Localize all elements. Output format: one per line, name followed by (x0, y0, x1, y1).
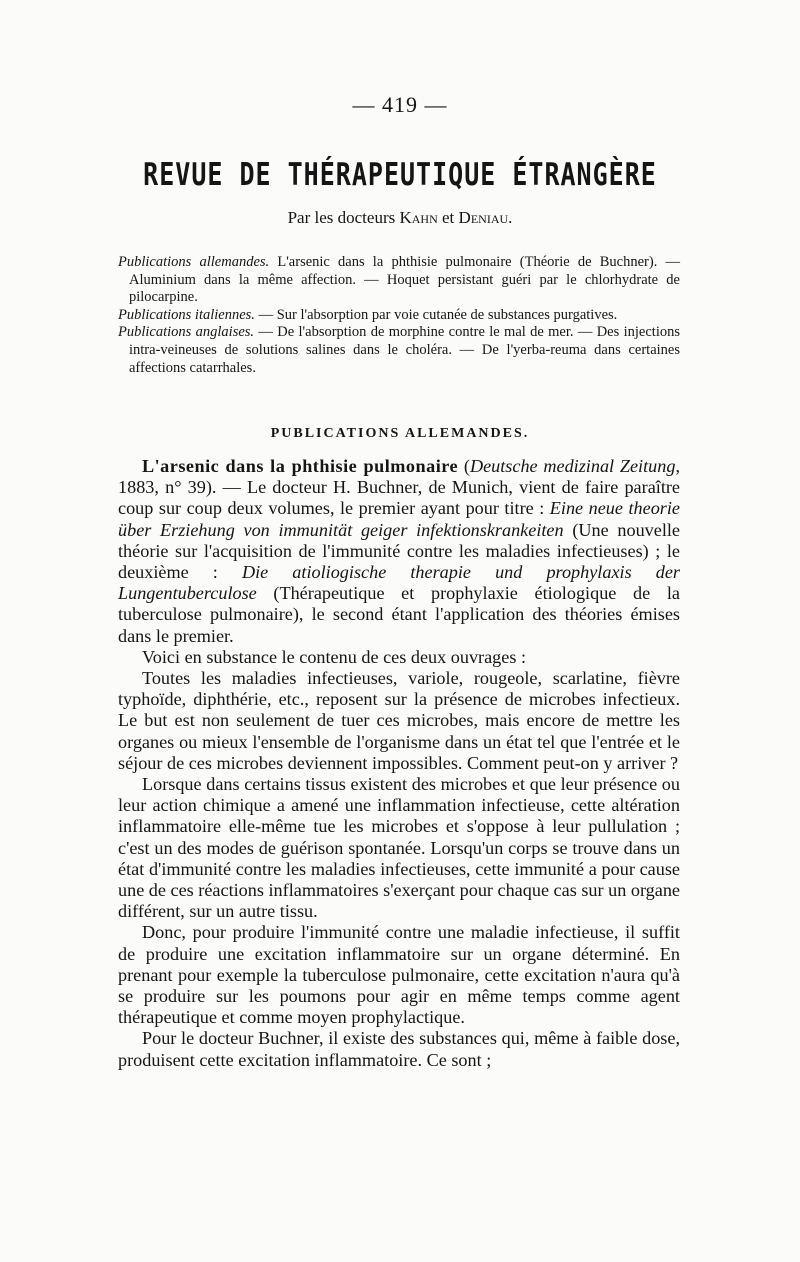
author-deniau: Deniau. (458, 208, 513, 227)
summary-text: — Sur l'absorption par voie cutanée de substances purgatives. (254, 306, 618, 323)
text-run: , 1883, n° 39). — Le docteur H. Buchner, de Munich, vient de faire paraître coup sur coup deux volumes, le premier ayant pour titre : (118, 456, 680, 519)
author-kahn: Kahn (399, 208, 438, 227)
article-title: REVUE DE THÉRAPEUTIQUE ÉTRANGÈRE (143, 156, 657, 193)
paragraph: Donc, pour produire l'immunité contre une maladie infectieuse, il suffit de produire une excitation inflammatoire sur un organe déterminé. En prenant pour exemple la tuberculose pulmonaire, cette excitation n'aura qu'à se produire sur les poumons pour agir en même temps comme agent thérapeutique et comme moyen prophylactique. (118, 922, 680, 1028)
article-body (118, 456, 680, 1071)
work-title: Eine neue theorie über Erziehung von immunität geiger infektionskrankeiten (118, 498, 680, 540)
text-run: (Une nouvelle théorie sur l'acquisition de l'immunité contre les maladies infectieuses) ; le deuxième : (118, 519, 681, 583)
page-number: — 419 — (352, 92, 448, 117)
summary-item (118, 254, 680, 307)
first-paragraph (118, 456, 680, 647)
entry-heading: L'arsenic dans la phthisie pulmonaire (142, 456, 459, 476)
summary-text: — De l'absorption de morphine contre le mal de mer. — Des injections intra-veineuses de solutions salines dans le choléra. — De l'yerba-reuma dans certaines affections catarrhales. (129, 324, 680, 376)
paragraph: Lorsque dans certains tissus existent des microbes et que leur présence ou leur action chimique a amené une inflammation infectieuse, cette altération inflammatoire elle-même tue les microbes et s'oppose à leur pullulation ; c'est un des modes de guérison spontanée. Lorsqu'un corps se trouve dans un état d'immunité contre les maladies infectieuses, cette immunité a pour cause une de ces réactions inflammatoires s'exerçant pour chaque cas sur un organe différent, sur un autre tissu. (118, 774, 680, 922)
text-run: (Thérapeutique et prophylaxie étiologique de la tuberculose pulmonaire), le second étant l'application des théories émises dans le premier. (118, 583, 680, 646)
table-of-contents-summary (118, 254, 680, 377)
paragraph: Toutes les maladies infectieuses, variole, rougeole, scarlatine, fièvre typhoïde, diphthérie, etc., reposent sur la présence de microbes infectieux. Le but est non seulement de tuer ces microbes, mais encore de mettre les organes ou mieux l'ensemble de l'organisme dans un état tel que l'entrée et le séjour de ces microbes deviennent impossibles. Comment peut-on y arriver ? (118, 668, 680, 773)
summary-label: Publications italiennes. (118, 306, 255, 323)
summary-item (118, 324, 680, 377)
byline-conjunction: et (437, 208, 459, 227)
summary-item (118, 307, 680, 325)
summary-text: L'arsenic dans la phthisie pulmonaire (Théorie de Buchner). — Aluminium dans la même affection. — Hoquet persistant guéri par le chlorhydrate de pilocarpine. (129, 254, 680, 306)
journal-title: Deutsche medizinal Zeitung (469, 456, 676, 476)
byline-prefix: Par les docteurs (287, 208, 400, 227)
text-run: ( (458, 456, 470, 476)
work-title: Die atioliogische therapie und prophylaxis der Lungentuberculose (118, 562, 680, 604)
paragraph: Voici en substance le contenu de ces deux ouvrages : (142, 646, 527, 667)
summary-label: Publications allemandes. (118, 254, 270, 270)
byline (0, 208, 800, 228)
summary-label: Publications anglaises. (118, 324, 255, 341)
paragraph: Pour le docteur Buchner, il existe des substances qui, même à faible dose, produisent cette excitation inflammatoire. Ce sont ; (118, 1028, 680, 1070)
section-heading: PUBLICATIONS ALLEMANDES. (270, 426, 530, 441)
